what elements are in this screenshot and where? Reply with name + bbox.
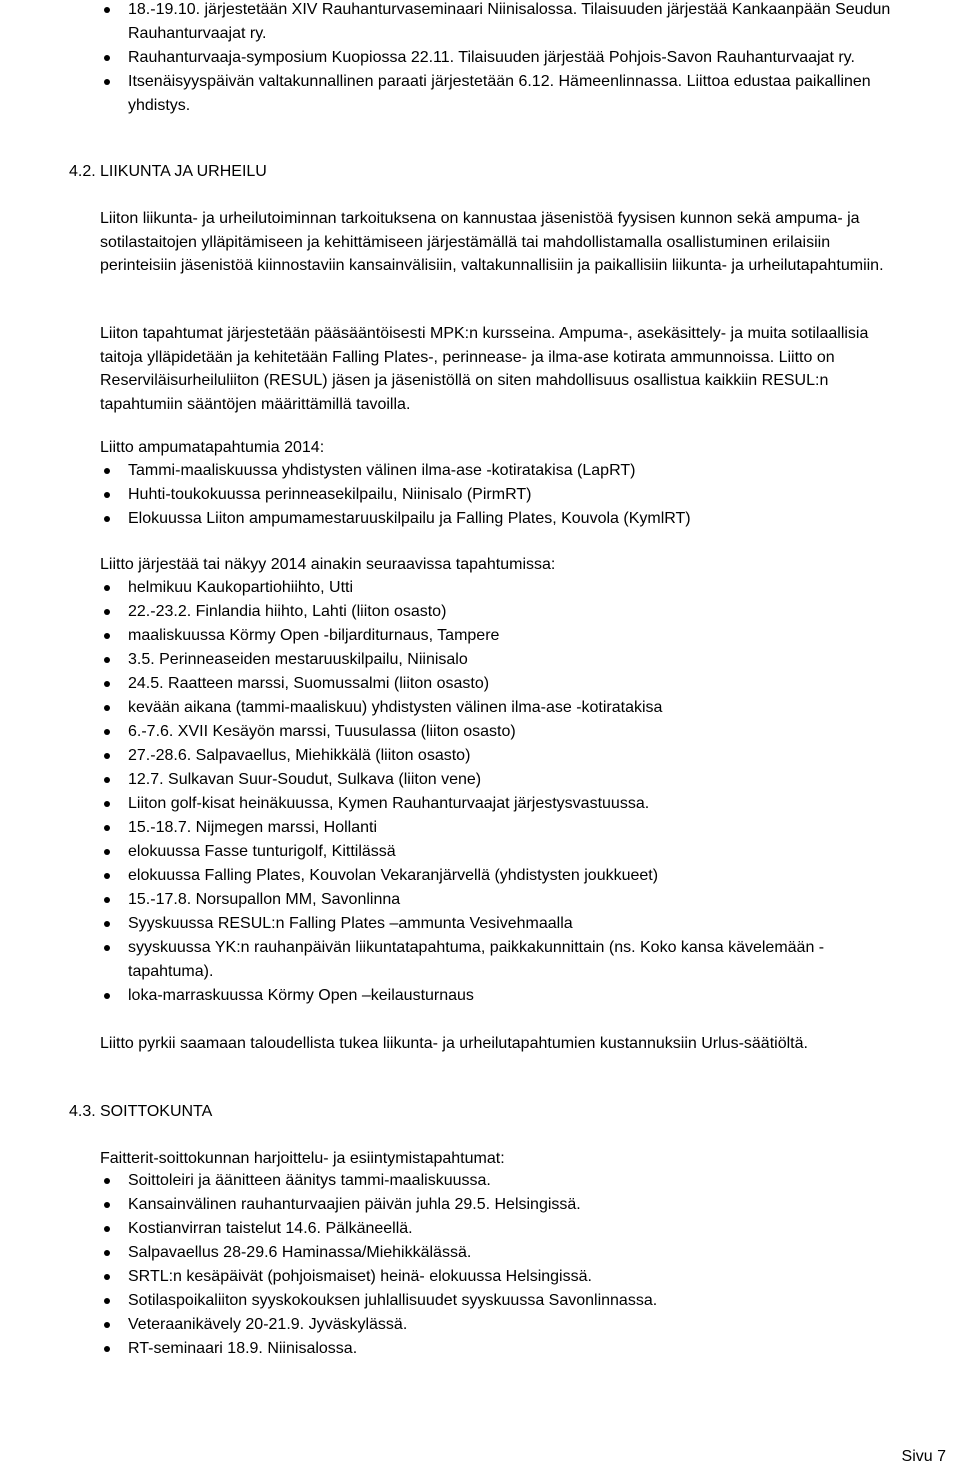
list-item: Itsenäisyyspäivän valtakunnallinen paraati järjestetään 6.12. Hämeenlinnassa. Liittoa edustaa paikallinen yhdistys. bbox=[100, 70, 900, 118]
list-item: Tammi-maaliskuussa yhdistysten välinen ilma-ase -kotiratakisa (LapRT) bbox=[100, 459, 900, 483]
events-list bbox=[100, 576, 900, 1008]
list-item: 24.5. Raatteen marssi, Suomussalmi (liiton osasto) bbox=[100, 672, 900, 696]
list-item: kevään aikana (tammi-maaliskuu) yhdistysten välinen ilma-ase -kotiratakisa bbox=[100, 696, 900, 720]
list-item: Kansainvälinen rauhanturvaajien päivän juhla 29.5. Helsingissä. bbox=[100, 1193, 900, 1217]
section-title: LIIKUNTA JA URHEILU bbox=[100, 163, 267, 180]
list-item: helmikuu Kaukopartiohiihto, Utti bbox=[100, 576, 900, 600]
list-item: Veteraanikävely 20-21.9. Jyväskylässä. bbox=[100, 1313, 900, 1337]
list-item: loka-marraskuussa Körmy Open –keilausturnaus bbox=[100, 984, 900, 1008]
list-item: maaliskuussa Körmy Open -biljarditurnaus, Tampere bbox=[100, 624, 900, 648]
list-item: elokuussa Fasse tunturigolf, Kittilässä bbox=[100, 840, 900, 864]
list-item: 6.-7.6. XVII Kesäyön marssi, Tuusulassa (liiton osasto) bbox=[100, 720, 900, 744]
list-item: 15.-17.8. Norsupallon MM, Savonlinna bbox=[100, 888, 900, 912]
intro-paragraph: Liiton liikunta- ja urheilutoiminnan tarkoituksena on kannustaa jäsenistöä fyysisen kunnon sekä ampuma- ja sotilastaitojen ylläpitämiseen ja kehittämiseen järjestämällä tai mahdollistamalla osallistuminen erilaisiin perinteisiin jäsenistöä kiinnostaviin kansainvälisiin, valtakunnallisiin ja paikallisiin liikunta- ja urheilutapahtumiin. bbox=[100, 210, 884, 274]
list-item: Syyskuussa RESUL:n Falling Plates –ammunta Vesivehmaalla bbox=[100, 912, 900, 936]
band-heading: Faitterit-soittokunnan harjoittelu- ja esiintymistapahtumat: bbox=[100, 1150, 505, 1167]
section-heading-4-3 bbox=[69, 1100, 212, 1124]
list-item: 22.-23.2. Finlandia hiihto, Lahti (liiton osasto) bbox=[100, 600, 900, 624]
events-paragraph: Liiton tapahtumat järjestetään pääsääntöisesti MPK:n kursseina. Ampuma-, asekäsittely- ja muita sotilaallisia taitoja ylläpidetään ja kehitetään Falling Plates-, perinnease- ja ilma-ase kotirata ammunnoissa. Liitto on Reserviläisurheiluliiton (RESUL) jäsen ja jäsenistöllä on siten mahdollisuus osallistua kaikkiin RESUL:n tapahtumiin sääntöjen määrittämillä tavoilla. bbox=[100, 325, 869, 413]
list-item: Salpavaellus 28-29.6 Haminassa/Miehikkälässä. bbox=[100, 1241, 900, 1265]
list-item: 27.-28.6. Salpavaellus, Miehikkälä (liiton osasto) bbox=[100, 744, 900, 768]
list-item: Elokuussa Liiton ampumamestaruuskilpailu ja Falling Plates, Kouvola (KymlRT) bbox=[100, 507, 900, 531]
section-number: 4.2. bbox=[69, 163, 96, 180]
list-item: Liiton golf-kisat heinäkuussa, Kymen Rauhanturvaajat järjestysvastuussa. bbox=[100, 792, 900, 816]
list-item: 12.7. Sulkavan Suur-Soudut, Sulkava (liiton vene) bbox=[100, 768, 900, 792]
list-item: Sotilaspoikaliiton syyskokouksen juhlallisuudet syyskuussa Savonlinnassa. bbox=[100, 1289, 900, 1313]
list-item: 15.-18.7. Nijmegen marssi, Hollanti bbox=[100, 816, 900, 840]
list-item: Huhti-toukokuussa perinneasekilpailu, Niinisalo (PirmRT) bbox=[100, 483, 900, 507]
list-item: RT-seminaari 18.9. Niinisalossa. bbox=[100, 1337, 900, 1361]
list-item: elokuussa Falling Plates, Kouvolan Vekaranjärvellä (yhdistysten joukkueet) bbox=[100, 864, 900, 888]
events-heading: Liitto järjestää tai näkyy 2014 ainakin seuraavissa tapahtumissa: bbox=[100, 556, 556, 573]
shooting-heading: Liitto ampumatapahtumia 2014: bbox=[100, 439, 325, 456]
list-item: Soittoleiri ja äänitteen äänitys tammi-maaliskuussa. bbox=[100, 1169, 900, 1193]
top-bullet-list bbox=[100, 0, 900, 118]
band-list bbox=[100, 1169, 900, 1361]
support-paragraph: Liitto pyrkii saamaan taloudellista tukea liikunta- ja urheilutapahtumien kustannuksiin Urlus-säätiöltä. bbox=[100, 1035, 808, 1052]
list-item: Rauhanturvaaja-symposium Kuopiossa 22.11. Tilaisuuden järjestää Pohjois-Savon Rauhanturvaajat ry. bbox=[100, 46, 900, 70]
list-item: Kostianvirran taistelut 14.6. Pälkäneellä. bbox=[100, 1217, 900, 1241]
shooting-list bbox=[100, 459, 900, 531]
list-item: 18.-19.10. järjestetään XIV Rauhanturvaseminaari Niinisalossa. Tilaisuuden järjestää Kankaanpään Seudun Rauhanturvaajat ry. bbox=[100, 0, 900, 46]
page-number: Sivu 7 bbox=[901, 1448, 946, 1465]
list-item: syyskuussa YK:n rauhanpäivän liikuntatapahtuma, paikkakunnittain (ns. Koko kansa kävelemään -tapahtuma). bbox=[100, 936, 878, 984]
list-item: SRTL:n kesäpäivät (pohjoismaiset) heinä- elokuussa Helsingissä. bbox=[100, 1265, 900, 1289]
section-heading-4-2 bbox=[69, 160, 267, 184]
section-title: SOITTOKUNTA bbox=[100, 1103, 213, 1120]
list-item: 3.5. Perinneaseiden mestaruuskilpailu, Niinisalo bbox=[100, 648, 900, 672]
section-number: 4.3. bbox=[69, 1103, 96, 1120]
